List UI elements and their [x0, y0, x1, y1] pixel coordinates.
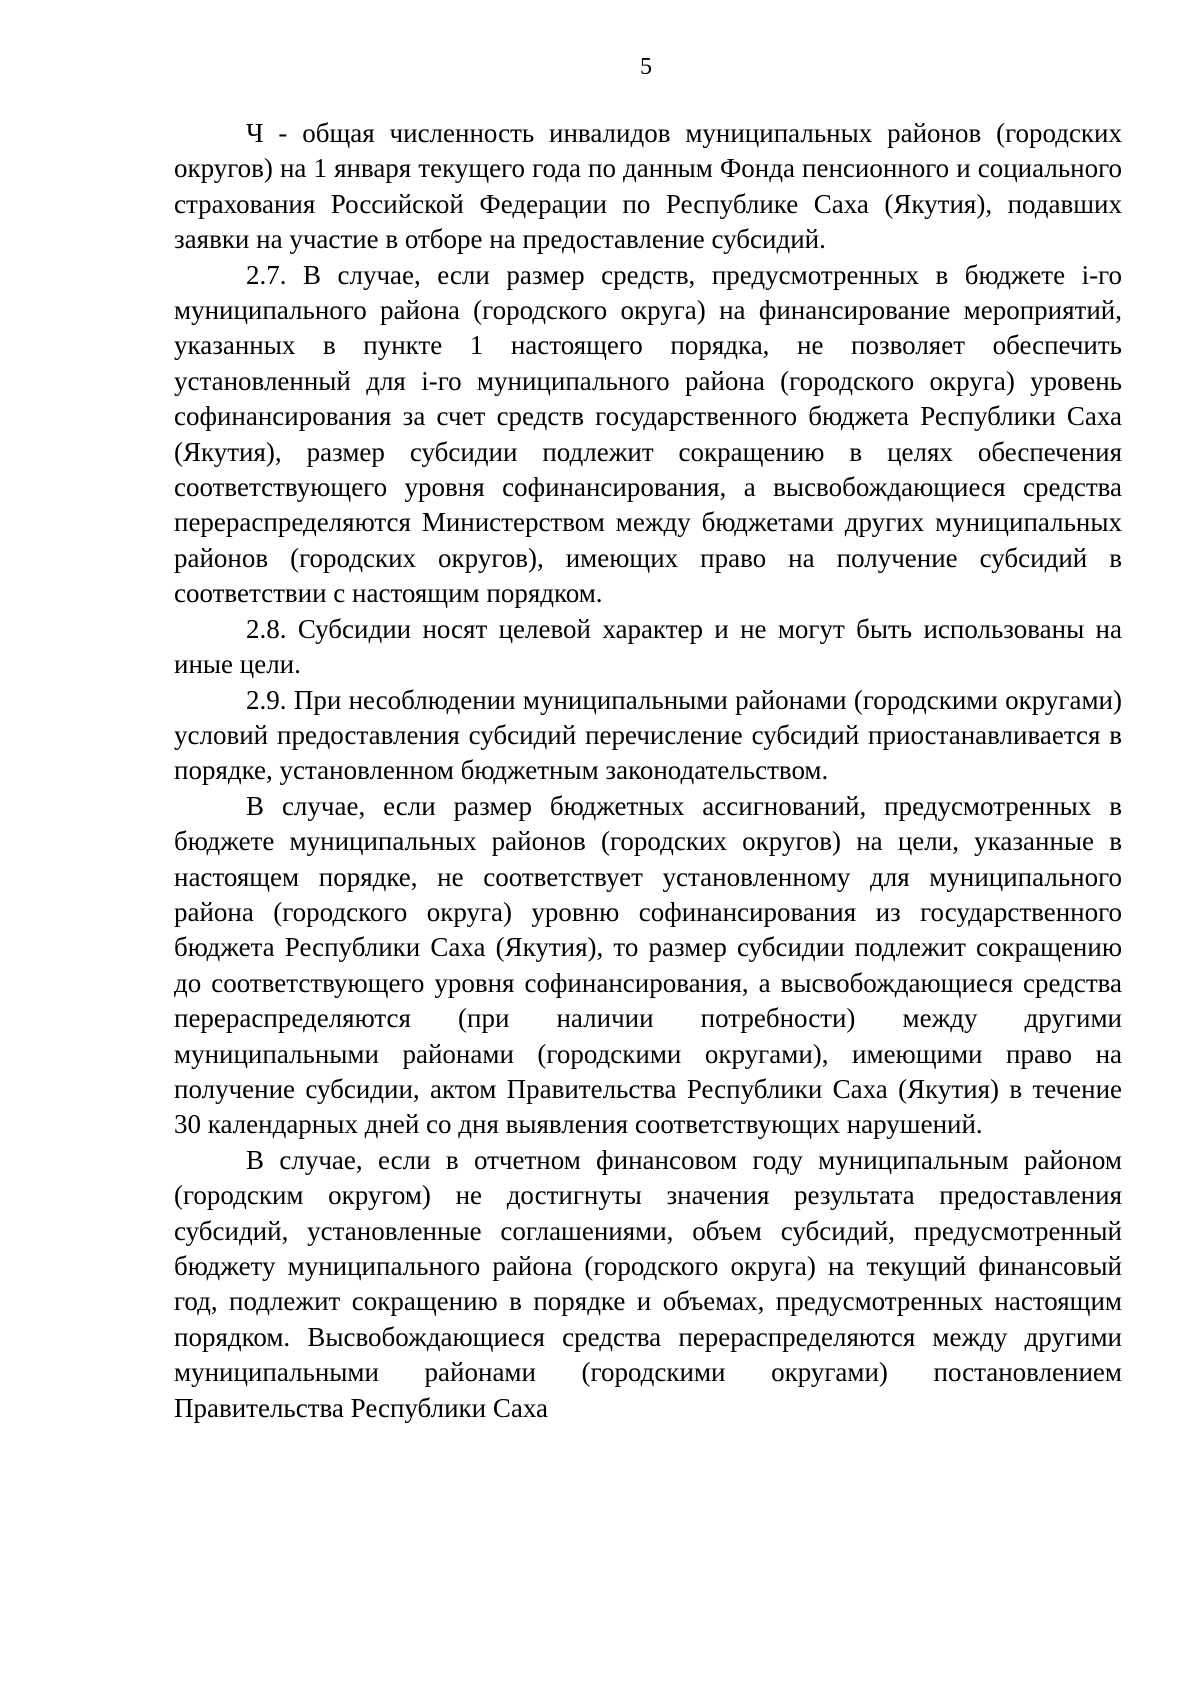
- page-number: 5: [640, 54, 652, 80]
- document-body: [174, 116, 1122, 1426]
- paragraph-2-8: 2.8. Субсидии носят целевой характер и не могут быть использованы на иные цели.: [174, 613, 1122, 680]
- paragraph-result-not-achieved: В случае, если в отчетном финансовом году муниципальным районом (городским округом) не достигнуты значения результата предоставления субсидий, установленные соглашениями, объем субсидий, предусмотренный бюджету муниципального района (городского округа) на текущий финансовый год, подлежит сокращению в порядке и объемах, предусмотренных настоящим порядком. Высвобождающиеся средства перераспределяются между другими муниципальными районами (городскими округами) постановлением Правительства Республики Саха: [174, 1144, 1122, 1423]
- paragraph-budget-reduction: В случае, если размер бюджетных ассигнований, предусмотренных в бюджете муниципальных районов (городских округов) на цели, указанные в настоящем порядке, не соответствует установленному для муниципального района (городского округа) уровню софинансирования из государственного бюджета Республики Саха (Якутия), то размер субсидии подлежит сокращению до соответствующего уровня софинансирования, а высвобождающиеся средства перераспределяются (при наличии потребности) между другими муниципальными районами (городскими округами), имеющими право на получение субсидии, актом Правительства Республики Саха (Якутия) в течение 30 календарных дней со дня выявления соответствующих нарушений.: [174, 790, 1122, 1140]
- paragraph-2-9: 2.9. При несоблюдении муниципальными районами (городскими округами) условий предоставления субсидий перечисление субсидий приостанавливается в порядке, установленном бюджетным законодательством.: [174, 684, 1122, 786]
- paragraph-definition-ch: Ч - общая численность инвалидов муниципальных районов (городских округов) на 1 января текущего года по данным Фонда пенсионного и социального страхования Российской Федерации по Республике Саха (Якутия), подавших заявки на участие в отборе на предоставление субсидий.: [174, 118, 1122, 255]
- paragraph-2-7: 2.7. В случае, если размер средств, предусмотренных в бюджете i-го муниципального района (городского округа) на финансирование мероприятий, указанных в пункте 1 настоящего порядка, не позволяет обеспечить установленный для i-го муниципального района (городского округа) уровень софинансирования за счет средств государственного бюджета Республики Саха (Якутия), размер субсидии подлежит сокращению в целях обеспечения соответствующего уровня софинансирования, а высвобождающиеся средства перераспределяются Министерством между бюджетами других муниципальных районов (городских округов), имеющих право на получение субсидий в соответствии с настоящим порядком.: [174, 259, 1122, 609]
